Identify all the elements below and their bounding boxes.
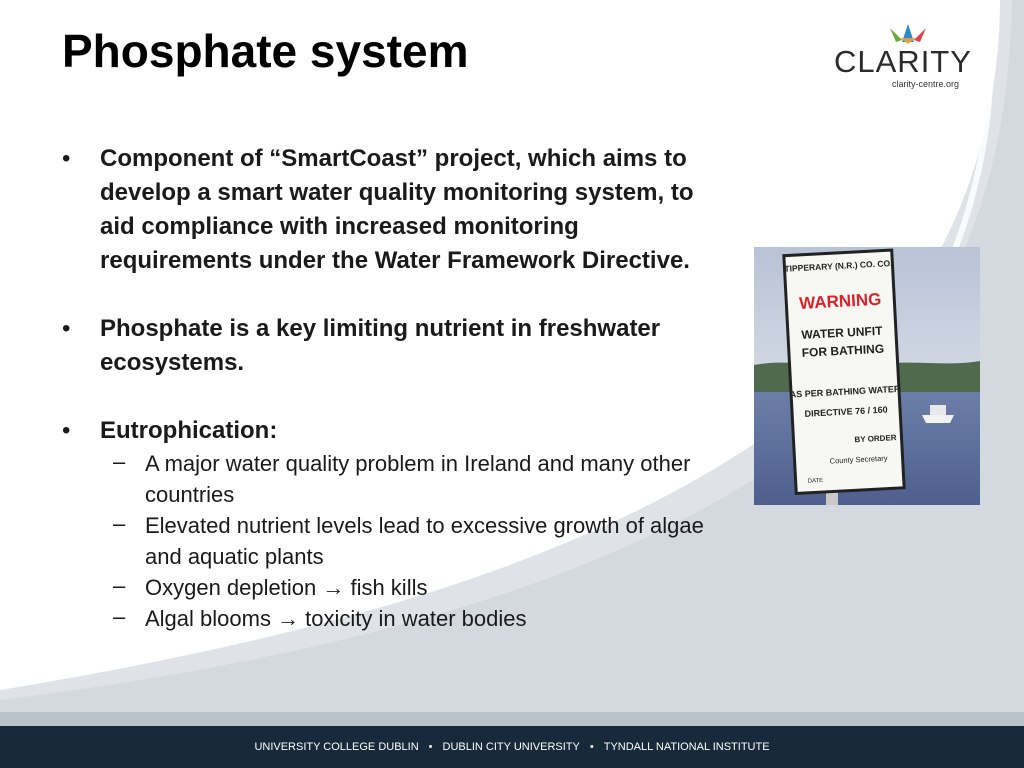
- logo-url: clarity-centre.org: [892, 79, 960, 89]
- footer-tyndall: TYNDALL NATIONAL INSTITUTE: [603, 741, 770, 753]
- bullet-text: Component of “SmartCoast” project, which aims to develop a smart water quality monitoring system, to aid compliance with increased monitoring requirements under the Water Framework Directive.: [100, 145, 694, 274]
- sub-item-text: Oxygen depletion → fish kills: [145, 575, 428, 600]
- bullet-item-eutrophication: [62, 414, 732, 448]
- footer-accent-bar: [0, 712, 1024, 726]
- footer-separator: •: [589, 741, 594, 753]
- bullet-glyph: •: [62, 417, 71, 444]
- footer-ucd: UNIVERSITY COLLEGE DUBLIN: [254, 741, 419, 753]
- footer: [0, 726, 1024, 768]
- sign-line4: DIRECTIVE 76 / 160: [804, 404, 888, 419]
- footer-dcu: DUBLIN CITY UNIVERSITY: [442, 741, 580, 753]
- bullet-glyph: •: [62, 315, 71, 342]
- sub-item: [62, 572, 732, 603]
- bullet-text: Eutrophication:: [100, 417, 278, 444]
- sub-item-text: Algal blooms → toxicity in water bodies: [145, 606, 527, 631]
- slide-title: Phosphate system: [62, 25, 469, 77]
- sign-line6: County Secretary: [829, 453, 888, 466]
- sign-line1: WATER UNFIT: [801, 323, 883, 342]
- sub-item: [62, 448, 732, 510]
- sub-item-text: A major water quality problem in Ireland and many other countries: [145, 451, 691, 507]
- warning-sign-photo: [754, 247, 980, 505]
- sign-date: DATE: [807, 477, 824, 485]
- sub-item-text: Elevated nutrient levels lead to excessive growth of algae and aquatic plants: [145, 513, 704, 569]
- dash-glyph: –: [113, 604, 126, 629]
- bullet-glyph: •: [62, 145, 71, 172]
- sub-item: [62, 510, 732, 572]
- bullet-item-phosphate: [62, 312, 732, 380]
- dash-glyph: –: [113, 573, 126, 598]
- logo-wordmark: CLARITY: [834, 44, 972, 79]
- footer-separator: •: [428, 741, 433, 753]
- sign-line5: BY ORDER: [854, 433, 897, 445]
- bullet-item-smartcoast: [62, 142, 732, 278]
- warning-sign: [783, 250, 906, 493]
- bullet-list: [62, 142, 732, 634]
- clarity-logo: [830, 14, 980, 94]
- sub-item: [62, 603, 732, 634]
- sign-warning: WARNING: [798, 289, 882, 313]
- sign-line2: FOR BATHING: [801, 341, 885, 360]
- sign-line3: AS PER BATHING WATER: [789, 383, 901, 400]
- dash-glyph: –: [113, 449, 126, 474]
- sign-header: TIPPERARY (N.R.) CO. CO.: [784, 258, 893, 274]
- bullet-text: Phosphate is a key limiting nutrient in freshwater ecosystems.: [100, 315, 661, 376]
- dash-glyph: –: [113, 511, 126, 536]
